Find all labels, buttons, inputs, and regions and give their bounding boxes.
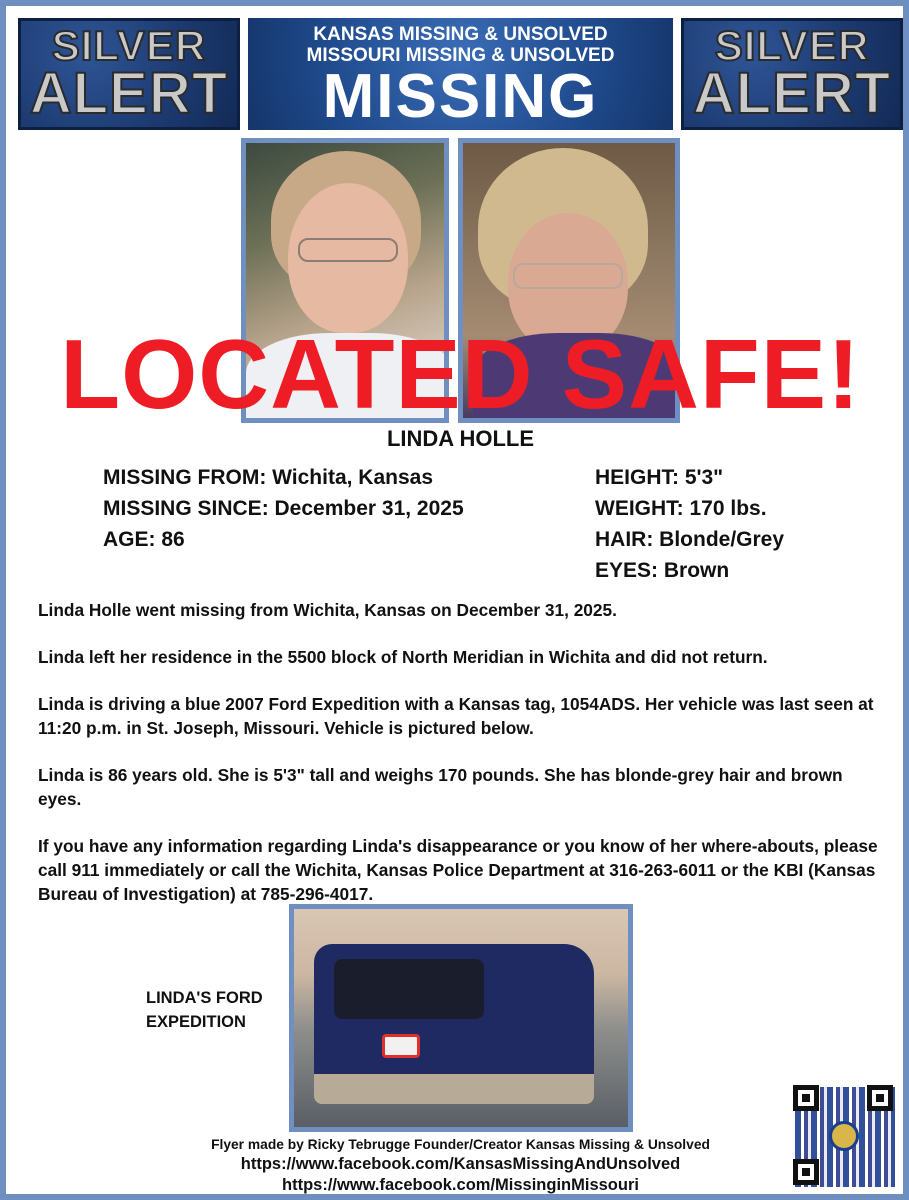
paragraph: If you have any information regarding Linda's disappearance or you know of her where-abouts, please call 911 immediately or call the Wichita, Kansas Police Department at 316-263-6011 or the KBI (Kansas Bureau of Investigation) at 785-296-4017. bbox=[38, 836, 878, 904]
vehicle-photo bbox=[289, 904, 633, 1132]
license-plate-highlight bbox=[382, 1034, 420, 1058]
weight: WEIGHT: 170 lbs. bbox=[595, 497, 767, 520]
facts-right-column bbox=[595, 462, 784, 586]
eyes: EYES: Brown bbox=[595, 559, 730, 582]
height: HEIGHT: 5'3" bbox=[595, 466, 724, 489]
located-safe-overlay: LOCATED SAFE! bbox=[60, 319, 861, 429]
person-name: LINDA HOLLE bbox=[386, 426, 535, 451]
description-text bbox=[38, 598, 888, 929]
missing-banner bbox=[248, 18, 673, 130]
vehicle-label-line1: LINDA'S FORD bbox=[146, 989, 263, 1007]
hair: HAIR: Blonde/Grey bbox=[595, 528, 785, 551]
facebook-link-missouri[interactable]: https://www.facebook.com/MissinginMissouri bbox=[282, 1176, 639, 1194]
flyer-credit: Flyer made by Ricky Tebrugge Founder/Creator Kansas Missing & Unsolved bbox=[211, 1137, 710, 1152]
paragraph: Linda is driving a blue 2007 Ford Expedition with a Kansas tag, 1054ADS. Her vehicle was last seen at 11:20 p.m. in St. Joseph, Missouri. Vehicle is pictured below. bbox=[38, 694, 874, 738]
silver-alert-text-top: SILVER bbox=[714, 22, 870, 69]
vehicle-label-line2: EXPEDITION bbox=[146, 1013, 246, 1031]
flyer-header bbox=[18, 18, 903, 130]
silver-alert-badge-left bbox=[18, 18, 240, 130]
flyer-footer bbox=[6, 1136, 909, 1196]
silver-alert-badge-right bbox=[681, 18, 903, 130]
banner-missing-title: MISSING bbox=[322, 62, 599, 131]
banner-kansas-line: KANSAS MISSING & UNSOLVED bbox=[313, 24, 608, 45]
silver-alert-text-bottom: ALERT bbox=[692, 61, 892, 126]
missing-since: MISSING SINCE: December 31, 2025 bbox=[103, 497, 464, 520]
silver-alert-text-bottom: ALERT bbox=[29, 61, 229, 126]
missing-from: MISSING FROM: Wichita, Kansas bbox=[103, 466, 434, 489]
banner-missouri-line: MISSOURI MISSING & UNSOLVED bbox=[306, 45, 615, 66]
age: AGE: 86 bbox=[103, 528, 185, 551]
paragraph: Linda left her residence in the 5500 block of North Meridian in Wichita and did not return. bbox=[38, 647, 768, 667]
silver-alert-text-top: SILVER bbox=[51, 22, 207, 69]
paragraph: Linda Holle went missing from Wichita, Kansas on December 31, 2025. bbox=[38, 600, 617, 620]
paragraph: Linda is 86 years old. She is 5'3" tall and weighs 170 pounds. She has blonde-grey hair and brown eyes. bbox=[38, 765, 843, 809]
facebook-link-kansas[interactable]: https://www.facebook.com/KansasMissingAndUnsolved bbox=[240, 1155, 681, 1173]
vehicle-label bbox=[146, 986, 263, 1034]
facts-left-column bbox=[103, 462, 464, 555]
